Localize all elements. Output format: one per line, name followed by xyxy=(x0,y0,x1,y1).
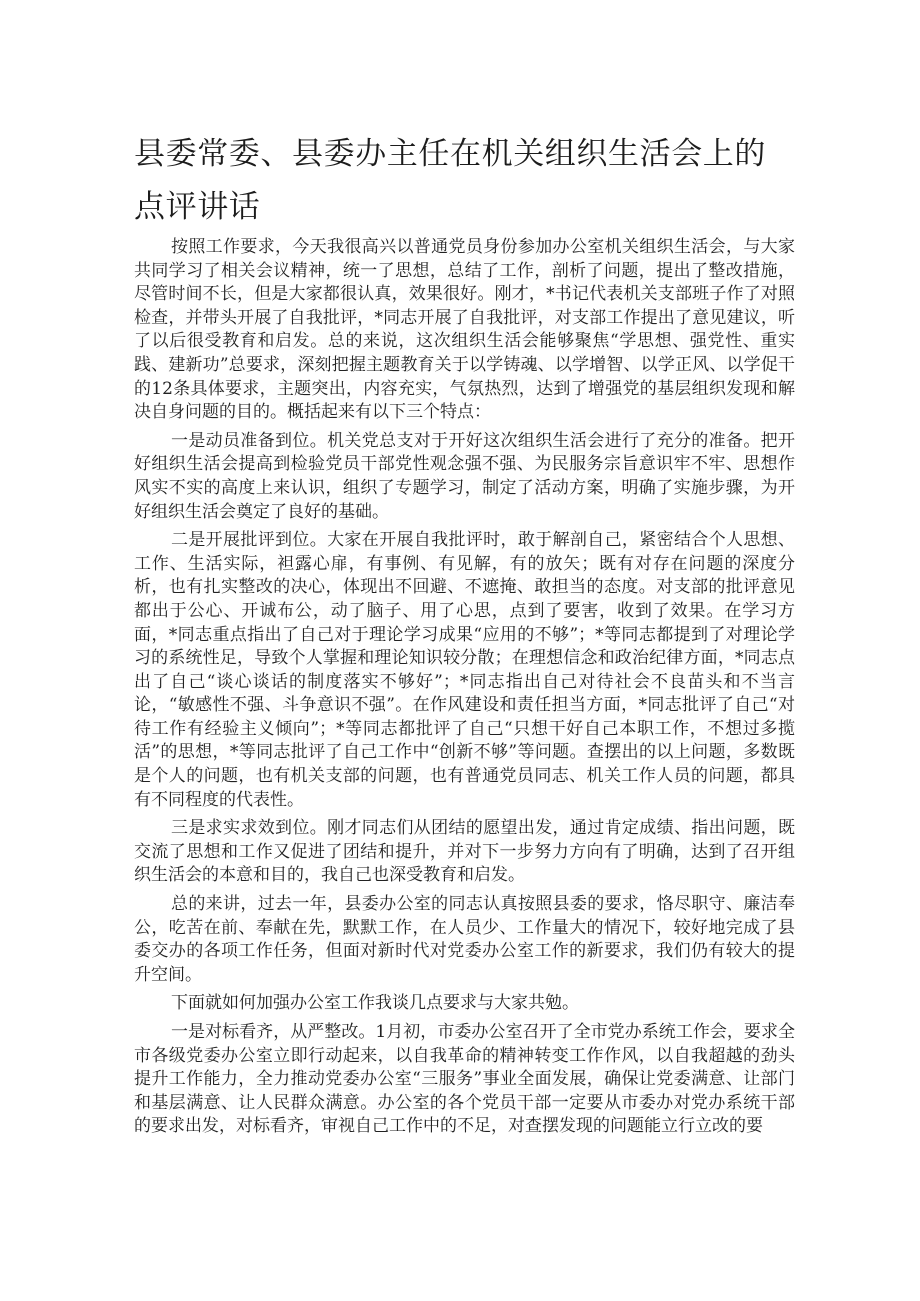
paragraph-point-three: 三是求实求效到位。刚才同志们从团结的愿望出发，通过肯定成绩、指出问题，既交流了思想和工作又促进了团结和提升，并对下一步努力方向有了明确，达到了召开组织生活会的本意和目的，我自己也深受教育和启发。 xyxy=(134,818,795,886)
paragraph-intro: 按照工作要求，今天我很高兴以普通党员身份参加办公室机关组织生活会，与大家共同学习了相关会议精神，统一了思想，总结了工作，剖析了问题，提出了整改措施，尽管时间不长，但是大家都很认真，效果很好。刚才，*书记代表机关支部班子作了对照检查，并带头开展了自我批评，*同志开展了自我批评，对支部工作提出了意见建议，听了以后很受教育和启发。总的来说，这次组织生活会能够聚焦“学思想、强党性、重实践、建新功”总要求，深刻把握主题教育关于以学铸魂、以学增智、以学正风、以学促干的12条具体要求，主题突出，内容充实，气氛热烈，达到了增强党的基层组织发现和解决自身问题的目的。概括起来有以下三个特点： xyxy=(134,237,795,423)
document-title: 县委常委、县委办主任在机关组织生活会上的点评讲话 xyxy=(134,136,766,225)
document-body xyxy=(134,236,795,1144)
paragraph-transition: 下面就如何加强办公室工作我谈几点要求与大家共勉。 xyxy=(171,993,579,1014)
paragraph-summary: 总的来讲，过去一年，县委办公室的同志认真按照县委的要求，恪尽职守、廉洁奉公，吃苦在前、奉献在先，默默工作，在人员少、工作量大的情况下，较好地完成了县委交办的各项工作任务，但面对新时代对党委办公室工作的新要求，我们仍有较大的提升空间。 xyxy=(134,894,795,985)
paragraph-point-one: 一是动员准备到位。机关党总支对于开好这次组织生活会进行了充分的准备。把开好组织生活会提高到检验党员干部党性观念强不强、为民服务宗旨意识牢不牢、思想作风实不实的高度上来认识，组织了专题学习，制定了活动方案，明确了实施步骤，为开好组织生活会奠定了良好的基础。 xyxy=(134,430,795,522)
paragraph-requirement-one: 一是对标看齐，从严整改。1月初，市委办公室召开了全市党办系统工作会，要求全市各级党委办公室立即行动起来，以自我革命的精神转变工作作风，以自我超越的劲头提升工作能力，全力推动党委办公室“三服务”事业全面发展，确保让党委满意、让部门和基层满意、让人民群众满意。办公室的各个党员干部一定要从市委办对党办系统干部的要求出发，对标看齐，审视自己工作中的不足，对查摆发现的问题能立行立改的要 xyxy=(134,1022,795,1137)
paragraph-point-two: 二是开展批评到位。大家在开展自我批评时，敢于解剖自己，紧密结合个人思想、工作、生活实际，袒露心扉，有事例、有见解，有的放矢；既有对存在问题的深度分析，也有扎实整改的决心，体现出不回避、不遮掩、敢担当的态度。对支部的批评意见都出于公心、开诚布公，动了脑子、用了心思，点到了要害，收到了效果。在学习方面，*同志重点指出了自己对于理论学习成果“应用的不够”；*等同志都提到了对理论学习的系统性足，导致个人掌握和理论知识较分散；在理想信念和政治纪律方面，*同志点出了自己“谈心谈话的制度落实不够好”；*同志指出自己对待社会不良苗头和不当言论，“敏感性不强、斗争意识不强”。在作风建设和责任担当方面，*同志批评了自己“对待工作有经验主义倾向”；*等同志都批评了自己“只想干好自己本职工作，不想过多揽活”的思想，*等同志批评了自己工作中“创新不够”等问题。查摆出的以上问题，多数既是个人的问题，也有机关支部的问题，也有普通党员同志、机关工作人员的问题，都具有不同程度的代表性。 xyxy=(134,530,795,810)
